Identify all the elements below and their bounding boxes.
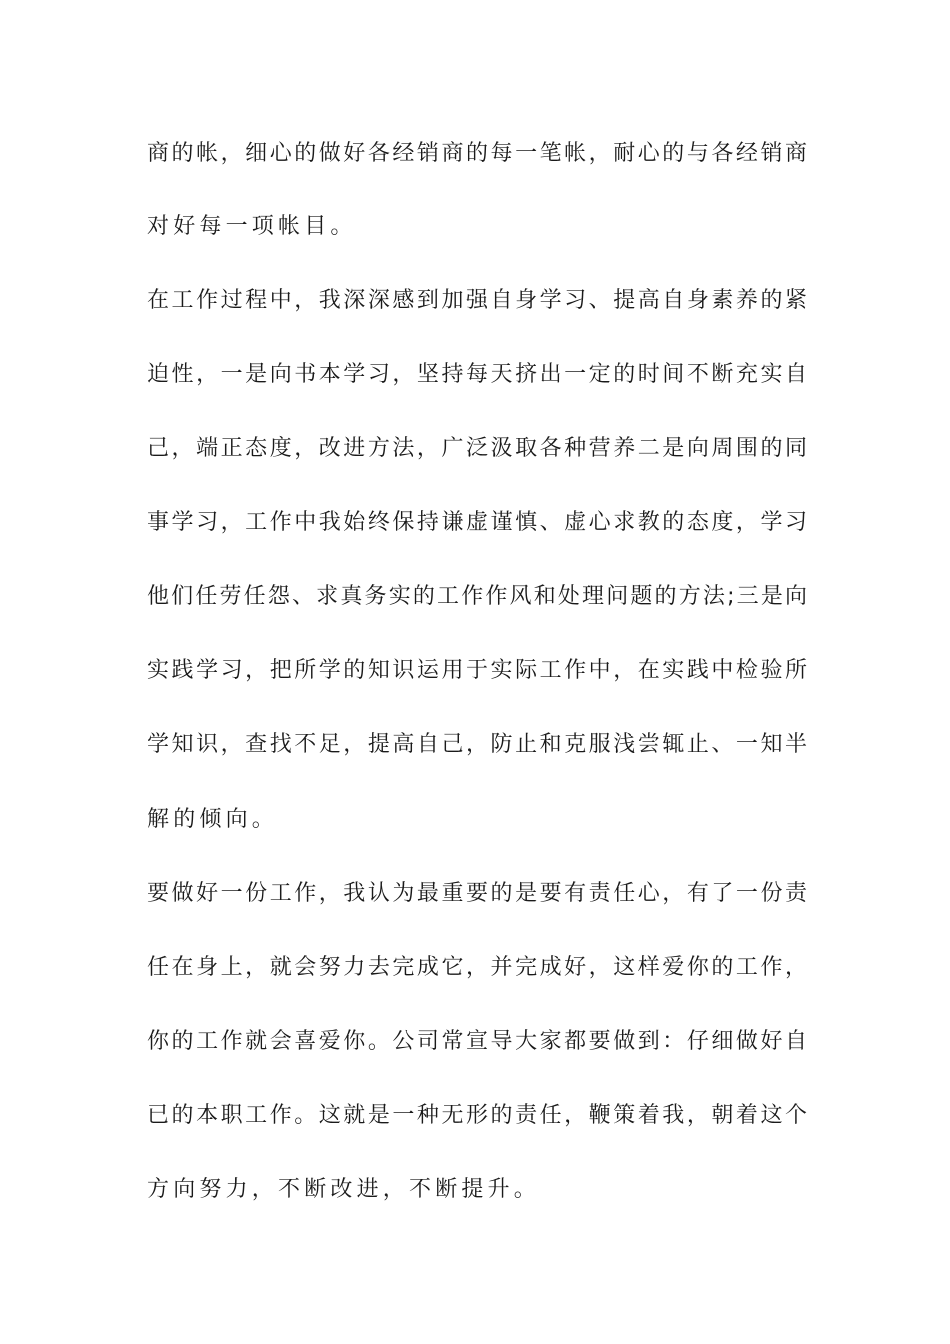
paragraph-2-line-5: 他们任劳任怨、求真务实的工作作风和处理问题的方法;三是向 <box>147 584 807 609</box>
paragraph-3-line-5: 方向努力，不断改进，不断提升。 <box>147 1177 541 1202</box>
paragraph-1-line-1: 商的帐，细心的做好各经销商的每一笔帐，耐心的与各经销商 <box>147 141 807 166</box>
paragraph-2-line-2: 迫性，一是向书本学习，坚持每天挤出一定的时间不断充实自 <box>147 362 807 387</box>
paragraph-2-line-6: 实践学习，把所学的知识运用于实际工作中，在实践中检验所 <box>147 658 807 683</box>
paragraph-2-line-8: 解的倾向。 <box>147 807 279 832</box>
paragraph-1-line-2: 对好每一项帐目。 <box>147 214 357 239</box>
paragraph-3-line-1: 要做好一份工作，我认为最重要的是要有责任心，有了一份责 <box>147 881 807 906</box>
paragraph-3-line-2: 任在身上，就会努力去完成它，并完成好，这样爱你的工作， <box>147 955 807 980</box>
paragraph-3-line-4: 已的本职工作。这就是一种无形的责任，鞭策着我，朝着这个 <box>147 1103 807 1128</box>
paragraph-2-line-4: 事学习，工作中我始终保持谦虚谨慎、虚心求教的态度，学习 <box>147 510 807 535</box>
paragraph-2-line-7: 学知识，查找不足，提高自己，防止和克服浅尝辄止、一知半 <box>147 732 807 757</box>
paragraph-2-line-3: 己，端正态度，改进方法，广泛汲取各种营养二是向周围的同 <box>147 436 807 461</box>
paragraph-2-line-1: 在工作过程中，我深深感到加强自身学习、提高自身素养的紧 <box>147 288 807 313</box>
paragraph-3-line-3: 你的工作就会喜爱你。公司常宣导大家都要做到：仔细做好自 <box>147 1029 807 1054</box>
